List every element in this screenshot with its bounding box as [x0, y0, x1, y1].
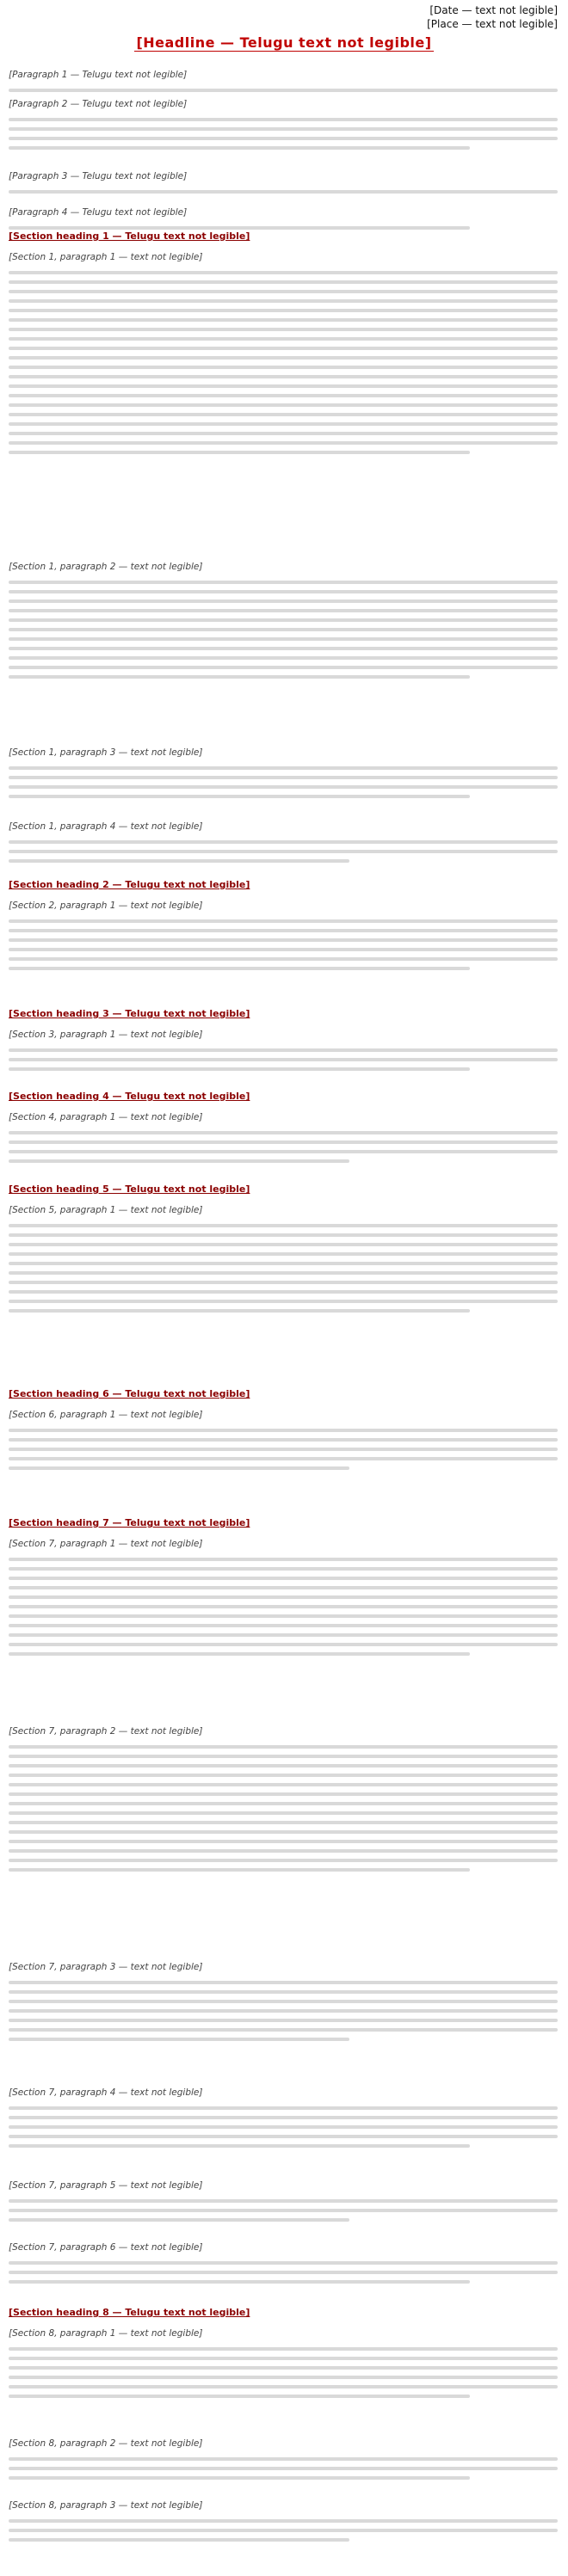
section-paragraph: [Section 1, paragraph 1 — text not legible]	[9, 249, 558, 460]
section-paragraph: [Section 1, paragraph 3 — text not legible]	[9, 745, 558, 804]
text-lines	[9, 1981, 558, 2041]
section-heading: [Section heading 1 — Telugu text not legible]	[9, 231, 250, 242]
section-heading: [Section heading 2 — Telugu text not legible]	[9, 879, 250, 890]
place: [Place — text not legible]	[427, 18, 558, 30]
text-lines	[9, 2106, 558, 2148]
date: [Date — text not legible]	[429, 4, 558, 16]
text-lines	[9, 1429, 558, 1470]
text-lines	[9, 226, 558, 230]
section-paragraph: [Section 2, paragraph 1 — text not legible]	[9, 898, 558, 976]
section-heading: [Section heading 7 — Telugu text not legible]	[9, 1517, 250, 1528]
text-lines	[9, 271, 558, 454]
intro-paragraph: [Paragraph 3 — Telugu text not legible]	[9, 169, 558, 200]
section-paragraph: [Section 3, paragraph 1 — text not legible]	[9, 1027, 558, 1077]
section-heading: [Section heading 5 — Telugu text not legible]	[9, 1183, 250, 1195]
text-lines	[9, 118, 558, 150]
section-paragraph: [Section 7, paragraph 1 — text not legible]	[9, 1536, 558, 1662]
text-lines	[9, 2519, 558, 2542]
section-heading: [Section heading 3 — Telugu text not legible]	[9, 1008, 250, 1019]
text-lines	[9, 89, 558, 92]
section-heading: [Section heading 8 — Telugu text not legible]	[9, 2307, 250, 2318]
text-lines	[9, 581, 558, 679]
section-paragraph: [Section 6, paragraph 1 — text not legible]	[9, 1407, 558, 1476]
text-lines	[9, 1048, 558, 1071]
section-paragraph: [Section 1, paragraph 2 — text not legible]	[9, 559, 558, 685]
article-title	[0, 34, 568, 51]
intro-paragraph: [Paragraph 4 — Telugu text not legible]	[9, 205, 558, 236]
text-lines	[9, 766, 558, 798]
section-heading: [Section heading 4 — Telugu text not legible]	[9, 1091, 250, 1102]
intro-paragraph: [Paragraph 2 — Telugu text not legible]	[9, 96, 558, 156]
intro-paragraph: [Paragraph 1 — Telugu text not legible]	[9, 67, 558, 98]
dateline	[427, 3, 558, 31]
section-paragraph: [Section 8, paragraph 2 — text not legible]	[9, 2436, 558, 2486]
section-paragraph: [Section 7, paragraph 3 — text not legible]	[9, 1959, 558, 2047]
text-lines	[9, 1745, 558, 1872]
section-heading: [Section heading 6 — Telugu text not legible]	[9, 1388, 250, 1399]
section-paragraph: [Section 4, paragraph 1 — text not legible]	[9, 1110, 558, 1169]
text-lines	[9, 2199, 558, 2222]
text-lines	[9, 919, 558, 970]
text-lines	[9, 2347, 558, 2398]
text-lines	[9, 2457, 558, 2480]
section-paragraph: [Section 7, paragraph 4 — text not legible]	[9, 2085, 558, 2154]
text-lines	[9, 1131, 558, 1163]
section-paragraph: [Section 7, paragraph 2 — text not legible]	[9, 1724, 558, 1878]
section-paragraph: [Section 8, paragraph 1 — text not legible]	[9, 2326, 558, 2404]
section-paragraph: [Section 7, paragraph 5 — text not legible]	[9, 2178, 558, 2228]
text-lines	[9, 840, 558, 863]
section-paragraph: [Section 8, paragraph 3 — text not legible]	[9, 2498, 558, 2548]
text-lines	[9, 1558, 558, 1656]
text-lines	[9, 190, 558, 194]
section-paragraph: [Section 5, paragraph 1 — text not legible]	[9, 1202, 558, 1319]
text-lines	[9, 2261, 558, 2284]
article-title-text: [Headline — Telugu text not legible]	[136, 34, 432, 51]
section-paragraph: [Section 7, paragraph 6 — text not legible]	[9, 2240, 558, 2290]
text-lines	[9, 1224, 558, 1313]
section-paragraph: [Section 1, paragraph 4 — text not legible]	[9, 819, 558, 869]
